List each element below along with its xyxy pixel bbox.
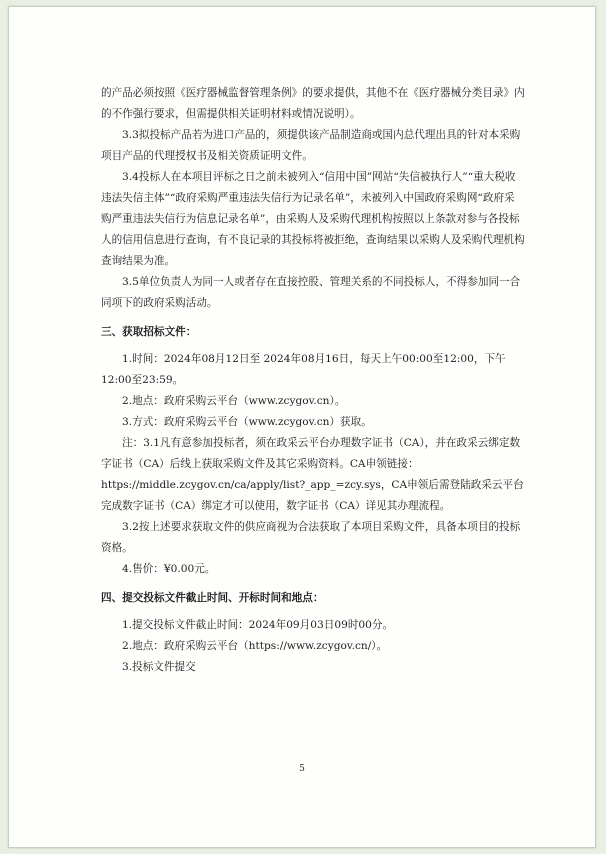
paragraph-same-principal: 3.5单位负责人为同一人或者存在直接控股、管理关系的不同投标人，不得参加同一合同项下的政府采购活动。 — [101, 276, 521, 309]
paragraph-obtain-method: 3.方式：政府采购云平台（www.zcygov.cn）获取。 — [122, 416, 372, 428]
paragraph-credit-check: 3.4投标人在本项目评标之日之前未被列入“信用中国”网站“失信被执行人”“重大税收违法失信主体”“政府采购严重违法失信行为记录名单”，未被列入中国政府采购网“政府采购严重违法失信行为信息记录名单”，由采购人及采购代理机构按照以上条款对参与各投标人的信用信息进行查询，有不良记录的其投标将被拒绝，查询结果以采购人及采购代理机构查询结果为准。 — [101, 171, 525, 267]
document-page — [8, 6, 596, 848]
paragraph-obtain-location: 2.地点：政府采购云平台（www.zcygov.cn）。 — [122, 395, 346, 407]
paragraph-deadline-location: 2.地点：政府采购云平台（https://www.zcygov.cn/）。 — [122, 640, 388, 652]
paragraph-submission: 3.投标文件提交 — [122, 661, 196, 673]
page-number: 5 — [299, 764, 305, 774]
paragraph-deadline-time: 1.提交投标文件截止时间：2024年09月03日09时00分。 — [122, 619, 394, 631]
section-heading-obtain-documents: 三、获取招标文件： — [101, 326, 197, 338]
paragraph-price: 4.售价：¥0.00元。 — [122, 563, 216, 575]
page-body — [101, 83, 525, 678]
paragraph-product-requirement: 的产品必须按照《医疗器械监督管理条例》的要求提供，其他不在《医疗器械分类目录》内的不作强行要求，但需提供相关证明材料或情况说明）。 — [101, 87, 525, 120]
paragraph-note-ca: 注：3.1凡有意参加投标者，须在政采云平台办理数字证书（CA），并在政采云绑定数字证书（CA）后线上获取采购文件及其它采购资料。CA申领链接：https://middle.zcygov.cn/ca/apply/list?_app_=zcy.sys，CA申领后需登陆政采云平台完成数字证书（CA）绑定才可以使用，数字证书（CA）详见其办理流程。 — [101, 437, 524, 512]
paragraph-qualification: 3.2按上述要求获取文件的供应商视为合法获取了本项目采购文件，具备本项目的投标资格。 — [101, 521, 521, 554]
paragraph-obtain-time: 1.时间：2024年08月12日至 2024年08月16日，每天上午00:00至12:00，下午12:00至23:59。 — [101, 353, 506, 386]
section-heading-deadline: 四、提交投标文件截止时间、开标时间和地点： — [101, 592, 324, 604]
paragraph-import-authorization: 3.3拟投标产品若为进口产品的，须提供该产品制造商或国内总代理出具的针对本采购项目产品的代理授权书及相关资质证明文件。 — [101, 129, 521, 162]
